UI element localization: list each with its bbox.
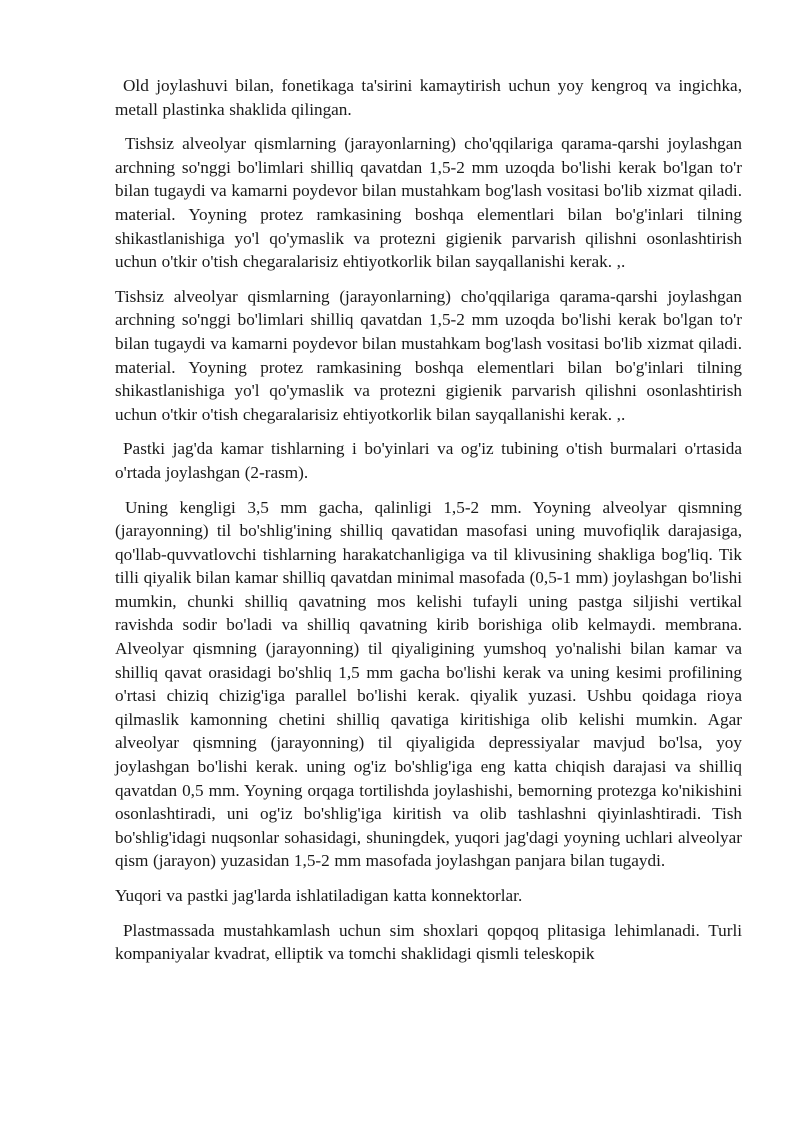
paragraph-wire-branches: Plastmassada mustahkamlash uchun sim shoxlari qopqoq plitasiga lehimlanadi. Turli kompaniyalar kvadrat, elliptik va tomchi shaklidagi qismli teleskopik <box>115 920 742 964</box>
paragraph-arch-width: Uning kengligi 3,5 mm gacha, qalinligi 1,5-2 mm. Yoyning alveolyar qismning (jarayonning) til bo'shlig'ining shilliq qavatidan masofasi uning muvofiqlik darajasiga, qo'llab-quvvatlovchi tishlarning harakatchanligiga va til klivusining shakliga bog'liq. Tik tilli qiyalik bilan kamar shilliq qavatdan minimal masofada (0,5-1 mm) joylashgan bo'lishi mumkin, chunki shilliq qavatning mos kelishi tufayli uning pastga siljishi vertikal ravishda sodir bo'ladi va shilliq qavatning kirib borishiga olib kelmaydi. membrana. Alveolyar qismning (jarayonning) til qiyaligining yumshoq yo'nalishi bilan kamar va shilliq qavat orasidagi bo'shliq 1,5 mm gacha bo'lishi kerak va uning kesimi profilining o'rtasi chiziq chizig'iga parallel bo'lishi kerak. qiyalik yuzasi. Ushbu qoidaga rioya qilmaslik kamonning chetini shilliq qavatiga kiritishiga olib kelishi mumkin. Agar alveolyar qismning (jarayonning) til qiyaligida depressiyalar mavjud bo'lsa, yoy joylashgan bo'lishi kerak. uning og'iz bo'shlig'iga eng katta chiqish darajasi va shilliq qavatdan 0,5 mm. Yoyning orqaga tortilishda joylashishi, bemorning protezga ko'nikishini osonlashtiradi, uni og'iz bo'shlig'iga kiritish va olib tashlashni qiyinlashtiradi. Tish bo'shlig'idagi nuqsonlar sohasidagi, shuningdek, yuqori jag'dagi yoyning uchlari alveolyar qism (jarayon) yuzasidan 1,5-2 mm masofada joylashgan panjara bilan tugaydi. <box>115 497 742 871</box>
paragraph-arch-ends-1: Tishsiz alveolyar qismlarning (jarayonlarning) cho'qqilariga qarama-qarshi joylashgan archning so'nggi bo'limlari shilliq qavatdan 1,5-2 mm uzoqda bo'lishi kerak bo'lgan to'r bilan tugaydi va kamarni poydevor bilan mustahkam bog'lash vositasi bo'lib xizmat qiladi. material. Yoyning protez ramkasining boshqa elementlari bilan bo'g'inlari tilning shikastlanishiga yo'l qo'ymaslik va protezni gigienik parvarish qilishni osonlashtirish uchun o'tkir o'tish chegaralarisiz ehtiyotkorlik bilan sayqallanishi kerak. ,. <box>115 134 742 272</box>
paragraph-lower-jaw: Pastki jag'da kamar tishlarning i bo'yinlari va og'iz tubining o'tish burmalari o'rtasida o'rtada joylashgan (2-rasm). <box>115 439 742 482</box>
document-page <box>115 74 742 966</box>
paragraph-arch-ends-2: Tishsiz alveolyar qismlarning (jarayonlarning) cho'qqilariga qarama-qarshi joylashgan archning so'nggi bo'limlari shilliq qavatdan 1,5-2 mm uzoqda bo'lishi kerak bo'lgan to'r bilan tugaydi va kamarni poydevor bilan mustahkam bog'lash vositasi bo'lib xizmat qiladi. material. Yoyning protez ramkasining boshqa elementlari bilan bo'g'inlari tilning shikastlanishiga yo'l qo'ymaslik va protezni gigienik parvarish qilishni osonlashtirish uchun o'tkir o'tish chegaralarisiz ehtiyotkorlik bilan sayqallanishi kerak. ,. <box>115 286 742 424</box>
paragraph-connectors-heading: Yuqori va pastki jag'larda ishlatiladigan katta konnektorlar. <box>115 886 523 905</box>
paragraph-arch-shape: Old joylashuvi bilan, fonetikaga ta'sirini kamaytirish uchun yoy kengroq va ingichka, metall plastinka shaklida qilingan. <box>115 76 742 119</box>
